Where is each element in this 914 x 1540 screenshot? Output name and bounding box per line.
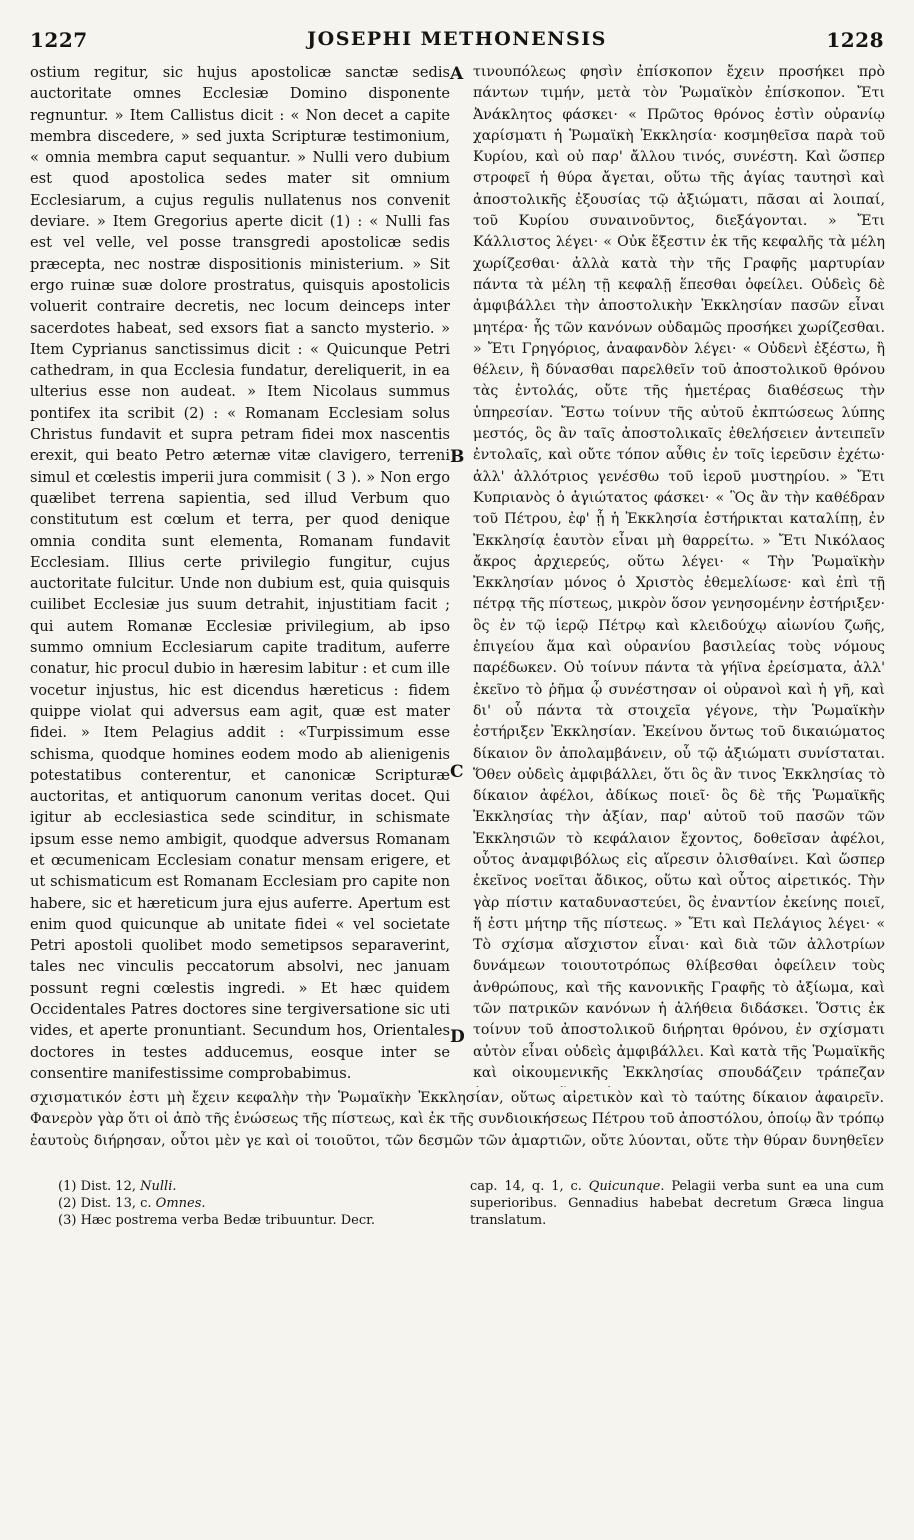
- marker-d: D: [450, 1027, 465, 1047]
- page-number-left: 1227: [30, 28, 88, 52]
- latin-text: ostium regitur, sic hujus apostolicæ sanctæ sedis auctoritate omnes Ecclesiæ Domino disponente regnuntur. » Item Callistus dicit : « Non decet a capite membra discedere, » sed juxta Scripturæ testimonium, « omnia membra caput sequantur. » Nulli vero dubium est quod apostolica sedes mater sit omnium Ecclesiarum, a cujus regulis nullatenus nos convenit deviare. » Item Gregorius aperte dicit (1) : « Nulli fas est vel velle, vel posse transgredi apostolicæ sedis præcepta, nec nostræ dispositionis ministerium. » Sit ergo ruinæ suæ dolore prostratus, quisquis apostolicis voluerit contraire decretis, nec locum deinceps inter sacerdotes habeat, sed exsors fiat a sancto mysterio. » Item Cyprianus sanctissimus dicit : « Quicunque Petri cathedram, in qua Ecclesia fundatur, dereliquerit, in ea ulterius esse non audeat. » Item Nicolaus summus pontifex ita scribit (2) : « Romanam Ecclesiam solus Christus fundavit et supra petram fidei mox nascentis erexit, qui beato Petro æternæ vitæ clavigero, terreni simul et cœlestis imperii jura commisit ( 3 ). » Non ergo quælibet terrena sapientia, sed illud Verbum quo constitutum est cœlum et terra, per quod denique omnia condita sunt elementa, Romanam fundavit Ecclesiam. Illius certe privilegio fungitur, cujus auctoritate fulcitur. Unde non dubium est, quia quisquis cuilibet Ecclesiæ jus suum detrahit, injustitiam facit ; qui autem Romanæ Ecclesiæ privilegium, ab ipso summo omnium Ecclesiarum capite traditum, auferre conatur, hic procul dubio in hæresim labitur : et cum ille vocetur injustus, hic est dicendus hæreticus : fidem quippe violat qui adversus eam agit, quæ est mater fidei. » Item Pelagius addit : «Turpissimum esse schisma, quodque homines eodem modo ab alienigenis potestatibus conterentur, et canonicæ Scripturæ auctoritas, et antiquorum canonum veritas docet. Qui igitur ab ecclesiastica sede scinditur, in schismate ipsum esse nemo ambigit, quodque adversus Romanam et œcumenicam Ecclesiam conatur mensam erigere, et ut schismaticum est Romanam Ecclesiam pro capite non habere, sic et hæreticum jura ejus auferre. Apertum est enim quod quicunque ab unitate fidei « vel societate Petri apostoli quolibet modo semetipsos separaverint, tales nec vinculis peccatorum absolvi, nec januam possunt regni cœlestis ingredi. » Et hæc quidem Occidentales Patres doctores sine tergiversatione sic uti vides, et aperte pronuntiant. Secundum hos, Orientales doctores in testes adducemus, eosque inter se consentire manifestissime comprobabimus.: [30, 64, 450, 1082]
- marker-b: B: [450, 447, 465, 467]
- page-header: [30, 28, 884, 58]
- footnote-continuation: [470, 1178, 884, 1229]
- footnotes-left: [58, 1178, 438, 1229]
- footnote-italic: Quicunque: [588, 1179, 661, 1194]
- footnote-mark: (1): [58, 1179, 77, 1194]
- continuation-text: σχισματικόν ἐστι μὴ ἔχειν κεφαλὴν τὴν Ῥωμαϊκὴν Ἐκκλησίαν, οὕτως αἱρετικὸν καὶ τὸ ταύτης δίκαιον ἀφαιρεῖν. Φανερὸν γὰρ ὅτι οἱ ἀπὸ τῆς ἑνώσεως τῆς πίστεως, καὶ ἐκ τῆς συνδιοικήσεως Πέτρου τοῦ ἀποστόλου, ὁποίῳ ἂν τρόπῳ ἑαυτοὺς διήρησαν, οὗτοι μὲν γε καὶ οἱ τοιοῦτοι, τῶν δεσμῶν τῶν ἁμαρτιῶν, οὔτε λύονται, οὔτε τὴν θύραν δυνηθεῖεν: [30, 1090, 884, 1149]
- footnote-mark: (2): [58, 1196, 77, 1211]
- latin-column: [30, 62, 450, 1087]
- footnote: [58, 1178, 438, 1195]
- footnote-mark: (3): [58, 1213, 77, 1228]
- section-markers: [448, 62, 470, 1062]
- greek-continuation: [30, 1088, 884, 1154]
- running-title: JOSEPHI METHONENSIS: [307, 28, 607, 50]
- footnote: [58, 1212, 438, 1229]
- marker-a: A: [450, 64, 464, 84]
- footnote-text: Hæc postrema verba Bedæ tribuuntur. Decr.: [80, 1213, 376, 1228]
- footnote-italic: Omnes.: [155, 1196, 206, 1211]
- marker-c: C: [450, 762, 464, 782]
- footnotes-right: [470, 1178, 884, 1229]
- footnote-pre: cap. 14, q. 1, c.: [470, 1179, 589, 1194]
- footnote-italic: Nulli.: [140, 1179, 177, 1194]
- footnote-post: . Pelagii verba sunt ea una cum superioribus. Gennadius habebat decretum Græca lingua translatum.: [470, 1179, 884, 1228]
- footnote-text: Dist. 12,: [80, 1179, 141, 1194]
- page-number-right: 1228: [826, 28, 884, 52]
- footnote: [58, 1195, 438, 1212]
- footnote-text: Dist. 13, c.: [80, 1196, 156, 1211]
- greek-text: τινουπόλεως φησὶν ἐπίσκοπον ἔχειν προσήκει πρὸ πάντων τιμήν, μετὰ τὸν Ῥωμαϊκὸν ἐπίσκοπον. Ἔτι Ἀνάκλητος φάσκει· « Πρῶτος θρόνος ἐστὶν οὐρανίῳ χαρίσματι ἡ Ῥωμαϊκὴ Ἐκκλησία· κοσμηθεῖσα παρὰ τοῦ Κυρίου, καὶ οὐ παρ' ἄλλου τινός, συνέστη. Καὶ ὥσπερ στροφεῖ ἡ θύρα ἄγεται, οὕτω τῆς ἁγίας ταυτησὶ καὶ ἀποστολικῆς ἐξουσίας τῷ ἀξιώματι, πᾶσαι αἱ λοιπαί, τοῦ Κυρίου συναινοῦντος, διεξάγονται. » Ἔτι Κάλλιστος λέγει· « Οὐκ ἔξεστιν ἐκ τῆς κεφαλῆς τὰ μέλη χωρίζεσθαι· ἀλλὰ κατὰ τὴν τῆς Γραφῆς μαρτυρίαν πάντα τὰ μέλη τῇ κεφαλῇ ἕπεσθαι ὀφείλει. Οὐδεὶς δὲ ἀμφιβάλλει τὴν ἀποστολικὴν Ἐκκλησίαν πασῶν εἶναι μητέρα· ἧς τῶν κανόνων οὐδαμῶς προσήκει χωρίζεσθαι. » Ἔτι Γρηγόριος, ἀναφανδὸν λέγει· « Οὐδενὶ ἐξέστω, ἢ θέλειν, ἢ δύνασθαι παρελθεῖν τοῦ ἀποστολικοῦ θρόνου τὰς ἐντολάς, οὔτε τῆς ἡμετέρας διαθέσεως τὴν ὑπηρεσίαν. Ἔστω τοίνυν τῆς αὐτοῦ ἐκπτώσεως λύπης μεστός, ὃς ἂν ταῖς ἀποστολικαῖς ἐθελήσειεν ἀντειπεῖν ἐντολαῖς, καὶ οὔτε τόπον αὖθις ἐν τοῖς ἱερεῦσιν ἐχέτω· ἀλλ' ἀλλότριος γενέσθω τοῦ ἱεροῦ μυστηρίου. » Ἔτι Κυπριανὸς ὁ ἁγιώτατος φάσκει· « Ὃς ἂν τὴν καθέδραν τοῦ Πέτρου, ἐφ' ᾗ ἡ Ἐκκλησία ἐστήρικται καταλίπῃ, ἐν Ἐκκλησίᾳ ἑαυτὸν εἶναι μὴ θαρρείτω. » Ἔτι Νικόλαος ἄκρος ἀρχιερεύς, οὕτω λέγει· « Τὴν Ῥωμαϊκὴν Ἐκκλησίαν μόνος ὁ Χριστὸς ἐθεμελίωσε· καὶ ἐπὶ τῇ πέτρᾳ τῆς πίστεως, μικρὸν ὅσον γενησομένην ἐστήριξεν· ὃς ἐν τῷ ἱερῷ Πέτρῳ καὶ κλειδούχῳ αἰωνίου ζωῆς, ἐπιγείου ἅμα καὶ οὐρανίου βασιλείας τοὺς νόμους παρέδωκεν. Οὐ τοίνυν πάντα τὰ γήϊνα ἐρείσματα, ἀλλ' ἐκεῖνο τὸ ῥῆμα ᾧ συνέστησαν οἱ οὐρανοὶ καὶ ἡ γῆ, καὶ δι' οὗ πάντα τὰ στοιχεῖα γέγονε, τὴν Ῥωμαϊκὴν ἐστήριξεν Ἐκκλησίαν. Ἐκείνου ὄντως τοῦ δικαιώματος δίκαιον ὃν ἀπολαμβάνειν, οὗ τῷ ἀξιώματι συνίσταται. Ὅθεν οὐδεὶς ἀμφιβάλλει, ὅτι ὃς ἂν τινος Ἐκκλησίας τὸ δίκαιον ἀφέλοι, ἀδίκως ποιεῖ· ὃς δὲ τῆς Ῥωμαϊκῆς Ἐκκλησίας τὴν ἀξίαν, παρ' αὐτοῦ τοῦ πασῶν τῶν Ἐκκλησιῶν τὸ κεφάλαιον ἔχοντος, δοθεῖσαν ἀφέλοι, οὗτος ἀναμφιβόλως εἰς αἵρεσιν ὀλισθαίνει. Καὶ ὥσπερ ἐκεῖνος νοεῖται ἄδικος, οὕτω καὶ οὗτος αἱρετικός. Τὴν γὰρ πίστιν καταδυναστεύει, ὃς ἐναντίον ἐκείνης ποιεῖ, ἥ ἐστι μήτηρ τῆς πίστεως. » Ἔτι καὶ Πελάγιος λέγει· « Τὸ σχίσμα αἴσχιστον εἶναι· καὶ διὰ τῶν ἀλλοτρίων δυνάμεων τοιουτοτρόπως θλίβεσθαι ὀφείλειν τοὺς ἀνθρώπους, καὶ τῆς κανονικῆς Γραφῆς τὸ ἀξίωμα, καὶ τῶν πατρικῶν κανόνων ἡ ἀλήθεια διδάσκει. Ὅστις ἐκ τοίνυν τοῦ ἀποστολικοῦ διήρηται θρόνου, ἐν σχίσματι αὐτὸν εἶναι οὐδεὶς ἀμφιβάλλει. Καὶ κατὰ τῆς Ῥωμαϊκῆς καὶ οἰκουμενικῆς Ἐκκλησίας σπουδάζειν τράπεζαν: [473, 64, 885, 1081]
- greek-column: [473, 62, 885, 1087]
